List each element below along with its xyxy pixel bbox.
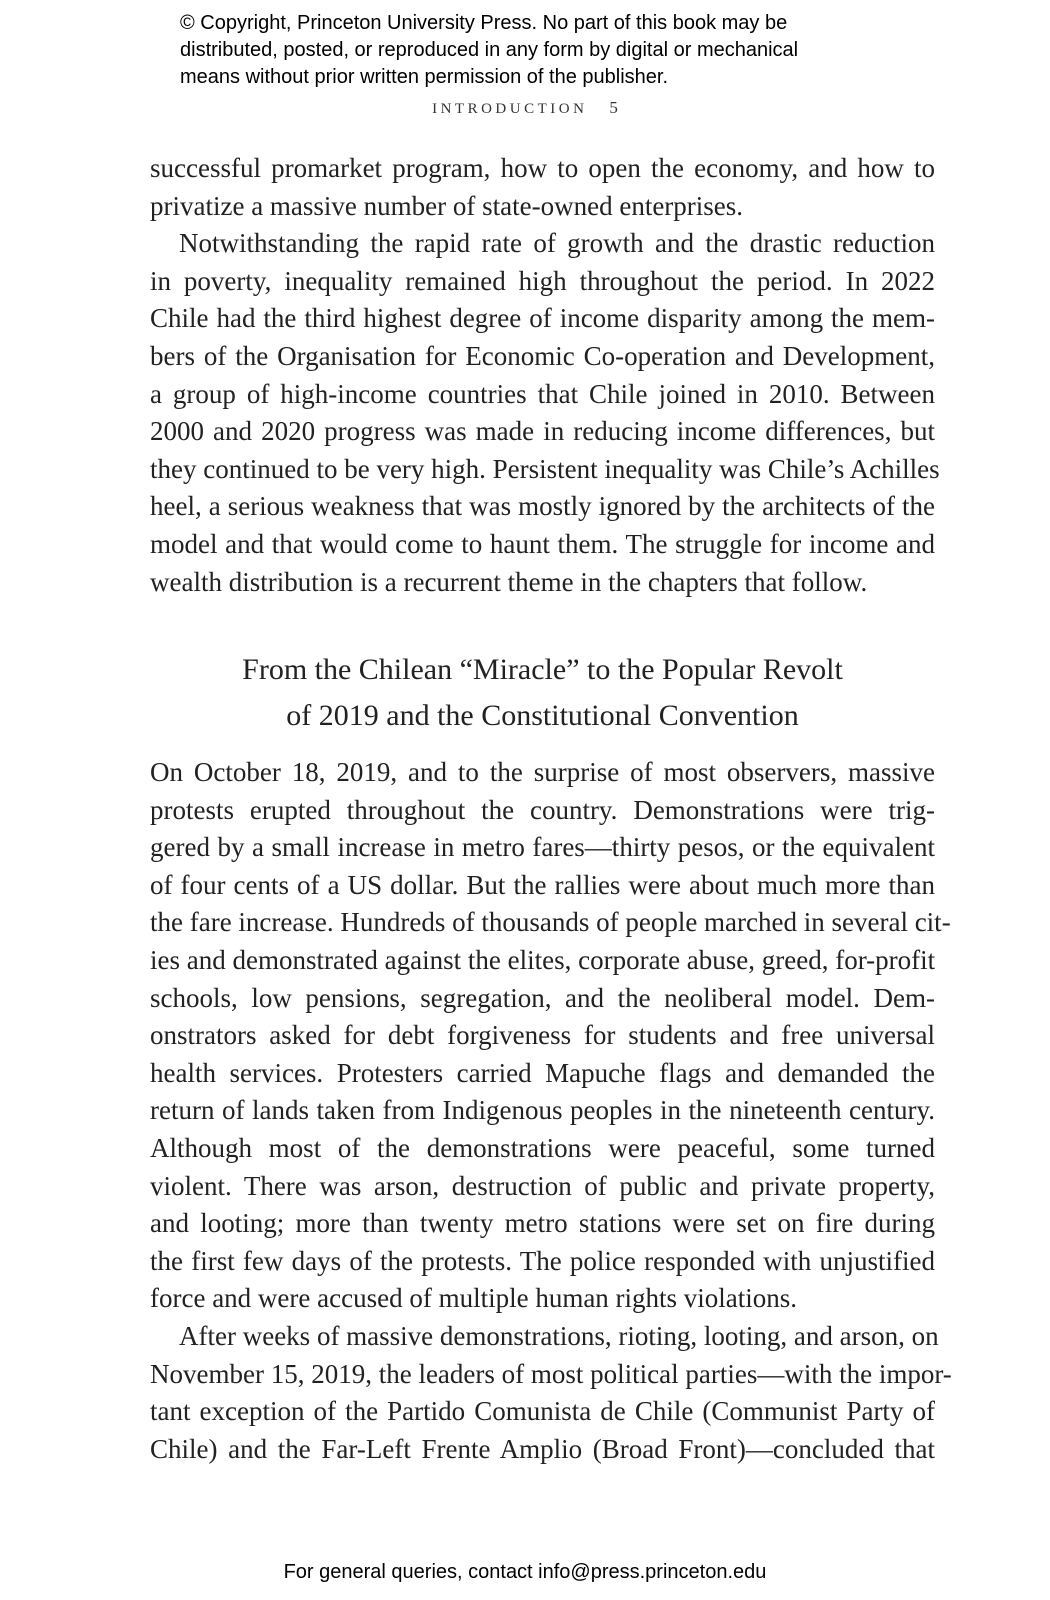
text-line: bers of the Organisation for Economic Co-operation and Development, — [150, 340, 935, 371]
text-line: the first few days of the protests. The police responded with unjustified — [150, 1245, 935, 1276]
text-line: privatize a massive number of state-owned enterprises. — [150, 190, 744, 221]
body-text-before-heading — [150, 150, 940, 601]
text-line: heel, a serious weakness that was mostly ignored by the architects of the — [150, 491, 935, 522]
section-heading — [150, 647, 935, 739]
text-line: tant exception of the Partido Comunista de Chile (Communist Party of — [150, 1396, 935, 1427]
text-line: Notwithstanding the rapid rate of growth and the drastic reduction — [179, 228, 935, 259]
text-line: the fare increase. Hundreds of thousands of people marched in several cit- — [150, 907, 951, 938]
text-line: health services. Protesters carried Mapuche flags and demanded the — [150, 1057, 935, 1088]
text-line: November 15, 2019, the leaders of most political parties—with the impor- — [150, 1358, 952, 1389]
text-line: 2000 and 2020 progress was made in reducing income differences, but — [150, 416, 935, 447]
section-heading-line: of 2019 and the Constitutional Convention — [286, 699, 799, 732]
copyright-line: means without prior written permission of the publisher. — [180, 66, 669, 88]
text-line: successful promarket program, how to open the economy, and how to — [150, 153, 935, 183]
text-line: model and that would come to haunt them. The struggle for income and — [150, 528, 935, 559]
copyright-notice — [180, 10, 900, 91]
text-line: Although most of the demonstrations were peaceful, some turned — [150, 1132, 935, 1163]
body-text-after-heading — [150, 754, 952, 1468]
text-line: schools, low pensions, segregation, and the neoliberal model. Dem- — [150, 982, 935, 1013]
page-number: 5 — [609, 98, 618, 117]
text-line: return of lands taken from Indigenous peoples in the nineteenth century. — [150, 1095, 935, 1126]
copyright-line: © Copyright, Princeton University Press. No part of this book may be — [180, 12, 788, 34]
text-line: ies and demonstrated against the elites, corporate abuse, greed, for-profit — [150, 944, 936, 975]
text-line: a group of high-income countries that Chile joined in 2010. Between — [150, 378, 935, 409]
text-line: and looting; more than twenty metro stations were set on fire during — [150, 1208, 935, 1239]
text-line: Chile had the third highest degree of income disparity among the mem- — [150, 303, 935, 334]
section-heading-line: From the Chilean “Miracle” to the Popular Revolt — [242, 653, 843, 686]
text-line: force and were accused of multiple human rights violations. — [150, 1283, 798, 1314]
footer-contact: For general queries, contact info@press.princeton.edu — [283, 1561, 767, 1583]
text-line: in poverty, inequality remained high throughout the period. In 2022 — [150, 265, 935, 296]
copyright-line: distributed, posted, or reproduced in any form by digital or mechanical — [180, 39, 799, 61]
text-line: gered by a small increase in metro fares—thirty pesos, or the equivalent — [150, 832, 935, 863]
text-line: violent. There was arson, destruction of public and private property, — [150, 1170, 935, 1201]
text-line: protests erupted throughout the country. Demonstrations were trig- — [150, 794, 935, 825]
running-head-title: INTRODUCTION — [432, 101, 588, 117]
text-line: onstrators asked for debt forgiveness for students and free universal — [150, 1020, 935, 1051]
text-line: of four cents of a US dollar. But the rallies were about much more than — [150, 869, 935, 900]
text-line: they continued to be very high. Persistent inequality was Chile’s Achilles — [150, 453, 940, 484]
running-head — [0, 98, 1050, 118]
text-line: After weeks of massive demonstrations, rioting, looting, and arson, on — [179, 1320, 939, 1351]
text-line: wealth distribution is a recurrent theme in the chapters that follow. — [150, 566, 868, 597]
text-line: Chile) and the Far-Left Frente Amplio (Broad Front)—concluded that — [150, 1433, 935, 1464]
text-line: On October 18, 2019, and to the surprise of most observers, massive — [150, 757, 935, 787]
